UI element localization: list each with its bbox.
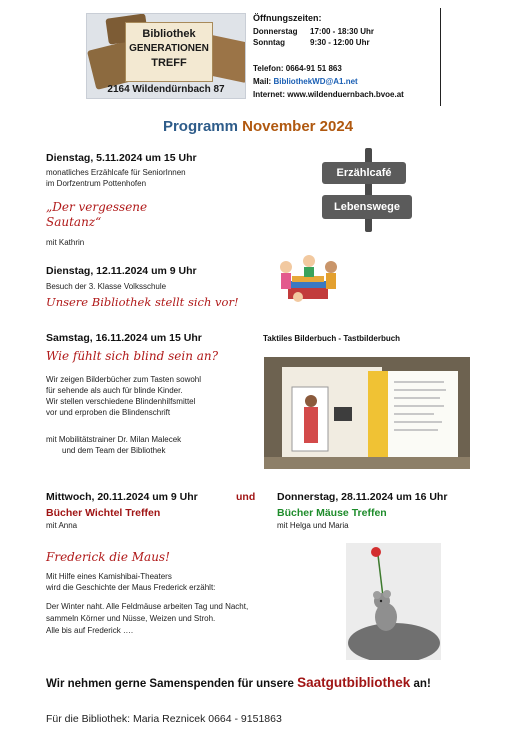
event-6-line: Mit Hilfe eines Kamishibai-Theaters <box>46 572 172 581</box>
event-1-script-line: Sautanz“ <box>46 215 102 229</box>
event-6-intro <box>46 571 215 593</box>
event-5-host: mit Helga und Maria <box>277 521 349 530</box>
event-6-story <box>46 601 248 637</box>
event-2-description: Besuch der 3. Klasse Volksschule <box>46 282 167 291</box>
hours-time: 17:00 - 18:30 Uhr <box>310 27 375 36</box>
phone-text: Telefon: 0664-91 51 863 <box>253 64 342 73</box>
frederick-mouse-image <box>346 543 441 660</box>
seed-note-end: an! <box>413 678 431 690</box>
event-1-line: im Dorfzentrum Pottenhofen <box>46 178 147 188</box>
event-6-script-title: Frederick die Maus! <box>46 550 170 564</box>
event-3-script-title: Wie fühlt sich blind sein an? <box>46 349 219 363</box>
event-1-heading: Dienstag, 5.11.2024 um 15 Uhr <box>46 152 197 164</box>
event-4-heading: Mittwoch, 20.11.2024 um 9 Uhr <box>46 491 198 503</box>
logo-line-3: TREFF <box>151 57 187 69</box>
children-reading-image <box>276 253 342 305</box>
seed-library-note <box>46 675 431 690</box>
event-4-connector: und <box>236 491 256 503</box>
signpost-pole <box>365 148 372 232</box>
event-6-line: sammeln Körner und Nüsse, Weizen und Stroh. <box>46 614 216 623</box>
header-divider <box>440 8 441 106</box>
contact-info <box>253 62 404 101</box>
mail-label: Mail: <box>253 77 272 86</box>
event-3-heading: Samstag, 16.11.2024 um 15 Uhr <box>46 332 202 344</box>
event-3-line: Wir stellen verschiedene Blindenhilfsmittel <box>46 397 196 406</box>
logo-line-1: Bibliothek <box>142 28 196 40</box>
sign-erzaehlcafe: Erzählcafé <box>322 162 406 184</box>
opening-hours-title: Öffnungszeiten: <box>253 13 322 23</box>
hours-day: Sonntag <box>253 38 285 47</box>
title-part-1: Programm <box>162 118 238 135</box>
logo-line-2: GENERATIONEN <box>129 43 209 54</box>
event-1-script-title <box>46 200 147 230</box>
seed-library-highlight: Saatgutbibliothek <box>297 675 411 690</box>
event-3-line: für sehende als auch für blinde Kinder. <box>46 386 183 395</box>
event-6-line: Alle bis auf Frederick …. <box>46 626 134 635</box>
event-1-host: mit Kathrin <box>46 238 85 247</box>
hours-row <box>253 37 374 48</box>
event-1-description <box>46 168 186 189</box>
event-6-line: wird die Geschichte der Maus Frederick erzählt: <box>46 583 216 592</box>
mail-link[interactable]: BibliothekWD@A1.net <box>273 77 358 86</box>
event-2-heading: Dienstag, 12.11.2024 um 9 Uhr <box>46 265 197 277</box>
seed-note-text: Wir nehmen gerne Samenspenden für unsere <box>46 678 294 690</box>
sign-lebenswege: Lebenswege <box>322 195 412 219</box>
event-4-host: mit Anna <box>46 521 78 530</box>
hours-row <box>253 26 374 37</box>
hours-time: 9:30 - 12:00 Uhr <box>310 38 370 47</box>
event-4-title: Bücher Wichtel Treffen <box>46 507 161 519</box>
signpost-image <box>320 148 416 232</box>
footer-contact: Für die Bibliothek: Maria Reznicek 0664 - 9151863 <box>46 713 282 725</box>
event-2-script-title: Unsere Bibliothek stellt sich vor! <box>46 295 239 309</box>
tactile-book-caption: Taktiles Bilderbuch - Tastbilderbuch <box>263 334 401 343</box>
event-1-line: monatliches Erzählcafe für SeniorInnen <box>46 168 186 177</box>
event-3-line: vor und erproben die Blindenschrift <box>46 408 171 417</box>
internet-text[interactable]: Internet: www.wildenduernbach.bvoe.at <box>253 90 404 99</box>
event-3-trainer-line: mit Mobilitätstrainer Dr. Milan Malecek <box>46 435 182 444</box>
opening-hours <box>253 13 374 48</box>
event-3-line: Wir zeigen Bilderbücher zum Tasten sowohl <box>46 375 202 384</box>
library-logo <box>86 13 246 99</box>
event-3-trainers <box>46 434 181 456</box>
event-5-title: Bücher Mäuse Treffen <box>277 507 387 519</box>
mail-row <box>253 75 404 88</box>
logo-address: 2164 Wildendürnbach 87 <box>107 84 225 95</box>
page-title <box>0 118 516 135</box>
hours-day: Donnerstag <box>253 27 298 36</box>
event-5-heading: Donnerstag, 28.11.2024 um 16 Uhr <box>277 491 448 503</box>
event-3-description <box>46 374 201 418</box>
logo-sign <box>125 22 213 82</box>
event-1-script-line: „Der vergessene <box>46 200 148 214</box>
tactile-book-photo <box>264 357 470 469</box>
title-part-2: November 2024 <box>242 118 354 135</box>
event-3-trainer-line: und dem Team der Bibliothek <box>62 446 166 455</box>
event-6-line: Der Winter naht. Alle Feldmäuse arbeiten Tag und Nacht, <box>46 602 249 611</box>
